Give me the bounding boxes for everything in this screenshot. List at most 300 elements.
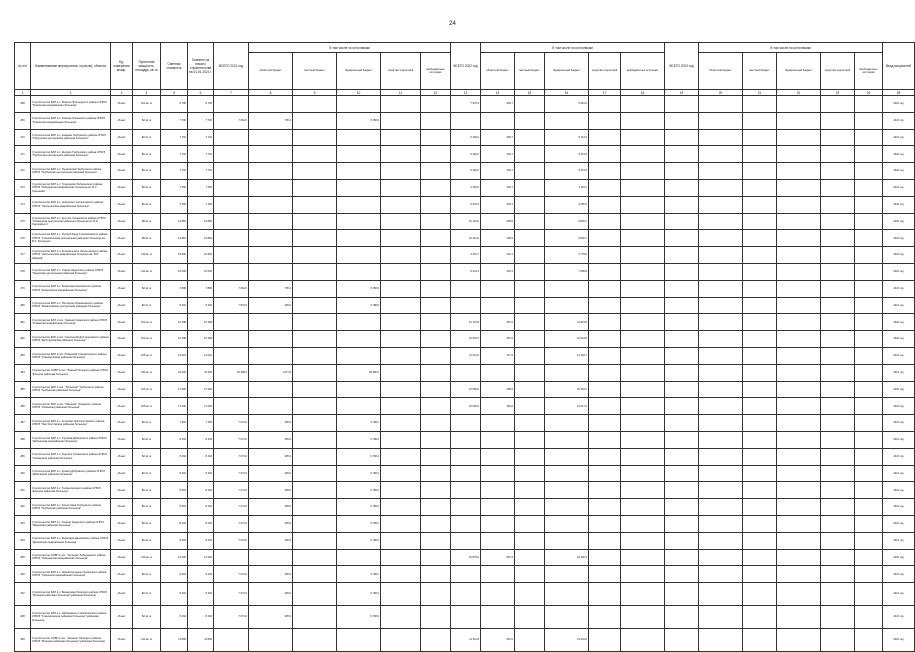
table-cell: 2021 год [883, 606, 915, 629]
table-cell [855, 247, 883, 264]
table-row [15, 314, 915, 331]
table-cell: 2021 год [883, 112, 915, 129]
table-cell: объект [111, 347, 133, 364]
table-cell: 17 900 [188, 381, 214, 398]
table-row [15, 179, 915, 196]
table-cell: 10 879,6 [451, 549, 481, 566]
column-number: 20 [699, 90, 743, 96]
table-row [15, 96, 915, 113]
table-cell [855, 465, 883, 482]
table-cell: 98 кв. м [133, 230, 161, 247]
table-cell [293, 129, 337, 146]
table-cell [589, 347, 621, 364]
table-cell: 140 кв. м [133, 629, 161, 652]
table-cell [381, 583, 421, 606]
table-cell [381, 448, 421, 465]
table-cell [621, 179, 665, 196]
table-cell: 5 460,0 [451, 163, 481, 180]
table-cell: 8 494 [161, 448, 188, 465]
table-cell: Строительство ООВП в пос. "Казинка" Липецкого района ОГБУЗ "Липецкая районная больница" (районная больница) [31, 629, 111, 652]
table-cell [381, 364, 421, 381]
table-cell: объект [111, 364, 133, 381]
table-cell [249, 146, 293, 163]
table-cell [214, 398, 249, 415]
table-cell: 11 800 [161, 629, 188, 652]
table-cell [777, 515, 821, 532]
table-cell [855, 314, 883, 331]
table-cell [515, 247, 545, 264]
table-cell: 328,9 [481, 230, 515, 247]
table-cell [777, 583, 821, 606]
table-cell: 2021 год [883, 465, 915, 482]
table-cell [421, 280, 451, 297]
table-cell [665, 415, 699, 432]
table-cell [545, 499, 589, 516]
table-cell [515, 146, 545, 163]
table-cell: 140 кв. м [133, 247, 161, 264]
col-header: Освоено на начало строительства на 01.01.2021 г. [188, 43, 214, 90]
table-cell: Строительство ФАП в с. Кирилловка Тербунского района ОГБУЗ "Тербунская районная больница" [31, 499, 111, 516]
table-cell [515, 415, 545, 432]
table-cell [699, 146, 743, 163]
table-cell [515, 364, 545, 381]
table-cell: 31 320 [161, 364, 188, 381]
table-cell: 2022 год [883, 629, 915, 652]
table-cell: 2022 год [883, 230, 915, 247]
table-cell: 8 494 [188, 566, 214, 583]
table-cell [545, 280, 589, 297]
table-cell [421, 314, 451, 331]
table-cell [821, 263, 855, 280]
table-cell [821, 129, 855, 146]
table-cell: Строительство ФАП в с. Новосёлки Чаплыгинского района ОГБУЗ "Чаплыгинская межрайонная больница" [31, 196, 111, 213]
table-cell: 275 [15, 213, 31, 230]
table-cell [621, 398, 665, 415]
table-cell [545, 112, 589, 129]
table-cell [821, 364, 855, 381]
table-cell [421, 606, 451, 629]
table-cell [589, 448, 621, 465]
table-cell [249, 549, 293, 566]
table-cell [214, 314, 249, 331]
table-cell: 16 800 [188, 247, 214, 264]
table-cell [777, 280, 821, 297]
column-number: 9 [293, 90, 337, 96]
table-cell [337, 247, 381, 264]
table-cell [777, 364, 821, 381]
table-cell [515, 566, 545, 583]
table-cell: 305,9 [249, 297, 293, 314]
table-cell: 120 кв. м [133, 331, 161, 348]
table-cell: 82 кв. м [133, 129, 161, 146]
table-cell: 346,7 [481, 146, 515, 163]
table-cell [855, 482, 883, 499]
col-header: Наименование мероприятия, отрасли), объекта [31, 43, 111, 90]
table-row [15, 112, 915, 129]
table-cell [665, 431, 699, 448]
table-cell [293, 606, 337, 629]
table-cell [743, 549, 777, 566]
table-cell [589, 398, 621, 415]
table-cell [381, 347, 421, 364]
table-cell: 422,1 [481, 247, 515, 264]
table-cell [699, 448, 743, 465]
table-cell [777, 112, 821, 129]
table-cell: 7 074,0 [214, 415, 249, 432]
table-cell [421, 381, 451, 398]
table-cell [545, 415, 589, 432]
table-cell: объект [111, 549, 133, 566]
table-cell [249, 179, 293, 196]
table-cell [821, 482, 855, 499]
group-header-2022: В том числе по источникам [481, 43, 665, 53]
table-cell: 8 795 [188, 96, 214, 113]
table-cell [293, 112, 337, 129]
table-cell [451, 566, 481, 583]
table-cell: 346,7 [481, 196, 515, 213]
table-cell [699, 566, 743, 583]
table-cell: 288 [15, 431, 31, 448]
table-cell: 4 115,3 [545, 179, 589, 196]
column-number: 2 [31, 90, 111, 96]
table-cell: 269 [15, 112, 31, 129]
table-cell [451, 583, 481, 606]
table-row [15, 431, 915, 448]
table-cell [337, 549, 381, 566]
table-cell [621, 415, 665, 432]
table-cell [855, 129, 883, 146]
table-cell [699, 549, 743, 566]
table-cell [381, 398, 421, 415]
table-cell [743, 230, 777, 247]
table-cell: 282 [15, 331, 31, 348]
table-cell: 11 800 [188, 629, 214, 652]
table-cell: объект [111, 112, 133, 129]
table-cell [214, 629, 249, 652]
table-row [15, 465, 915, 482]
table-cell [589, 213, 621, 230]
table-cell: Строительство ФАП в с. Вешаловка Липецкого района ОГБУЗ "Липецкая районная больница" (районная больница) [31, 583, 111, 606]
table-cell [515, 347, 545, 364]
table-cell [665, 629, 699, 652]
table-cell: 7 074,0 [214, 532, 249, 549]
table-cell [665, 297, 699, 314]
table-cell [515, 213, 545, 230]
table-cell [621, 96, 665, 113]
table-cell [821, 179, 855, 196]
table-cell: 82 кв. м [133, 297, 161, 314]
table-cell: 10 970,0 [451, 331, 481, 348]
table-cell: 7 062,0 [214, 112, 249, 129]
table-cell [777, 129, 821, 146]
table-cell: 11 813,6 [545, 314, 589, 331]
table-cell [249, 129, 293, 146]
table-cell [451, 431, 481, 448]
column-number: 25 [883, 90, 915, 96]
table-cell [481, 364, 515, 381]
table-cell: 296 [15, 566, 31, 583]
table-cell: объект [111, 297, 133, 314]
table-cell: 2021 год [883, 431, 915, 448]
table-cell [421, 566, 451, 583]
table-cell [293, 431, 337, 448]
table-cell: объект [111, 606, 133, 629]
table-cell: объект [111, 398, 133, 415]
table-cell: 12 881 [161, 213, 188, 230]
table-cell [665, 448, 699, 465]
table-cell [589, 297, 621, 314]
table-cell: 82 кв. м [133, 532, 161, 549]
table-cell [589, 482, 621, 499]
table-cell [777, 398, 821, 415]
table-cell [589, 583, 621, 606]
table-cell [777, 629, 821, 652]
table-cell: 283 [15, 347, 31, 364]
table-cell [589, 431, 621, 448]
table-cell: 417,9 [481, 347, 515, 364]
table-cell: 230 кв. м [133, 364, 161, 381]
table-cell: Строительство ФАП в с. Княжево Тербунского района ОГБУЗ "Тербунская центральная районная больница" [31, 129, 111, 146]
table-cell: 9 832,1 [545, 230, 589, 247]
table-cell [249, 163, 293, 180]
table-cell [381, 112, 421, 129]
table-cell [515, 482, 545, 499]
table-cell: 12 170,8 [451, 314, 481, 331]
table-cell [699, 465, 743, 482]
table-cell [699, 583, 743, 606]
table-cell [515, 230, 545, 247]
table-cell [515, 532, 545, 549]
table-cell: объект [111, 179, 133, 196]
table-cell: 8 494 [188, 465, 214, 482]
table-cell [777, 297, 821, 314]
table-cell: 7 074,0 [214, 583, 249, 606]
table-cell [337, 629, 381, 652]
table-cell: 8 494 [188, 482, 214, 499]
table-cell: 305,9 [249, 431, 293, 448]
table-cell: 8 494 [188, 431, 214, 448]
table-cell [855, 515, 883, 532]
table-cell: 2021 год [883, 415, 915, 432]
table-cell: 7 074,0 [214, 482, 249, 499]
table-cell [421, 163, 451, 180]
table-cell: 105 кв. м [133, 347, 161, 364]
table-cell: 82 кв. м [133, 146, 161, 163]
column-number: 4 [133, 90, 161, 96]
table-cell [777, 213, 821, 230]
table-cell [381, 247, 421, 264]
table-cell [699, 196, 743, 213]
table-cell: 7 074,0 [214, 431, 249, 448]
col-header: федеральный бюджет [337, 53, 381, 90]
table-cell [293, 499, 337, 516]
table-cell [481, 532, 515, 549]
table-cell [855, 398, 883, 415]
table-cell [515, 381, 545, 398]
table-cell [777, 549, 821, 566]
table-cell: 10 161,0 [451, 213, 481, 230]
table-cell [743, 96, 777, 113]
column-number: 15 [515, 90, 545, 96]
table-cell [621, 629, 665, 652]
table-cell: 98 кв. м [133, 213, 161, 230]
table-cell [515, 297, 545, 314]
table-cell [855, 331, 883, 348]
table-cell: объект [111, 331, 133, 348]
table-cell [665, 263, 699, 280]
table-cell: Строительство ФАП в с. Тюнино Задонского района ОГБУЗ "Задонская районная больница" [31, 515, 111, 532]
table-row [15, 247, 915, 264]
table-cell [515, 549, 545, 566]
table-cell [481, 482, 515, 499]
table-cell [337, 347, 381, 364]
col-header: ВСЕГО 2021 год [214, 43, 249, 90]
table-cell [589, 606, 621, 629]
table-cell [743, 331, 777, 348]
table-cell: 140 кв. м [133, 263, 161, 280]
col-header: внебюджетные источники [421, 53, 451, 90]
table-cell: 2021 год [883, 297, 915, 314]
table-cell [699, 263, 743, 280]
table-cell: Строительство ФАП в с. Мокрое Пригородного района ОГБУЗ "Грязинская межрайонная больница" [31, 96, 111, 113]
table-cell [293, 263, 337, 280]
table-cell [821, 448, 855, 465]
table-cell: 6 768,2 [337, 515, 381, 532]
table-cell: 8 494 [161, 465, 188, 482]
table-cell [515, 499, 545, 516]
table-cell [855, 532, 883, 549]
table-cell [589, 629, 621, 652]
table-cell [421, 129, 451, 146]
table-cell: 287 [15, 415, 31, 432]
table-cell: объект [111, 146, 133, 163]
table-cell: 6 768,2 [337, 606, 381, 629]
table-cell [214, 146, 249, 163]
table-cell: 276 [15, 230, 31, 247]
table-cell [855, 431, 883, 448]
table-cell [777, 347, 821, 364]
table-cell [665, 381, 699, 398]
table-cell: объект [111, 163, 133, 180]
table-cell [337, 381, 381, 398]
table-cell [515, 431, 545, 448]
table-cell [699, 499, 743, 516]
table-cell: объект [111, 129, 133, 146]
table-cell: 10 161,0 [451, 230, 481, 247]
table-cell: 290 [15, 465, 31, 482]
table-cell: 9 201,3 [451, 263, 481, 280]
column-number: 21 [743, 90, 777, 96]
table-cell: 2022 год [883, 196, 915, 213]
table-cell [743, 179, 777, 196]
table-cell [381, 179, 421, 196]
table-cell: 2022 год [883, 314, 915, 331]
table-cell: 2022 год [883, 263, 915, 280]
col-header: Ввод мощностей [883, 43, 915, 90]
table-cell: 11 223,7 [545, 347, 589, 364]
table-cell [665, 196, 699, 213]
table-cell [589, 532, 621, 549]
table-cell [421, 146, 451, 163]
table-cell [589, 112, 621, 129]
table-row [15, 331, 915, 348]
table-cell [481, 583, 515, 606]
table-cell [293, 482, 337, 499]
table-cell [855, 364, 883, 381]
table-row [15, 629, 915, 652]
table-cell [589, 146, 621, 163]
table-cell [621, 331, 665, 348]
table-cell [621, 146, 665, 163]
table-cell [777, 566, 821, 583]
table-cell [214, 247, 249, 264]
table-cell: 12 398 [188, 331, 214, 348]
table-cell [589, 465, 621, 482]
table-cell [665, 179, 699, 196]
table-cell: 7 450 [188, 415, 214, 432]
table-cell: 12 021 [161, 347, 188, 364]
table-cell [855, 96, 883, 113]
table-cell [381, 515, 421, 532]
table-cell [421, 263, 451, 280]
table-cell: 2022 год [883, 163, 915, 180]
table-cell [214, 179, 249, 196]
table-cell: 8 494 [188, 499, 214, 516]
table-cell [421, 499, 451, 516]
table-cell: 299 [15, 629, 31, 652]
table-cell: объект [111, 448, 133, 465]
table-cell [381, 381, 421, 398]
table-cell [381, 431, 421, 448]
table-cell: 9 832,1 [545, 213, 589, 230]
table-cell [777, 230, 821, 247]
table-cell [821, 532, 855, 549]
table-cell: 1 977,8 [249, 364, 293, 381]
table-cell [589, 230, 621, 247]
table-cell: 82 кв. м [133, 515, 161, 532]
table-cell [855, 230, 883, 247]
table-cell [381, 146, 421, 163]
table-cell: 82 кв. м [133, 196, 161, 213]
table-cell: 305,9 [249, 566, 293, 583]
table-cell: 16 800 [161, 247, 188, 264]
table-cell: 82 кв. м [133, 431, 161, 448]
table-cell [743, 364, 777, 381]
table-cell [293, 96, 337, 113]
table-cell [777, 179, 821, 196]
table-cell [381, 606, 421, 629]
table-cell: Строительство ФАП в п. Колыбельское Чаплыгинского района ОГБУЗ "Чаплыгинская межрайонная больница им. В.И. Зайцева" [31, 247, 111, 264]
table-cell: 295 [15, 549, 31, 566]
table-cell: 7 895 [188, 280, 214, 297]
table-cell [293, 179, 337, 196]
table-row [15, 482, 915, 499]
table-cell [293, 549, 337, 566]
table-cell: Строительство ФАП в пос. Рязанский Становлянского района ОГБУЗ "Становлянская районная больница" [31, 347, 111, 364]
table-cell: 2022 год [883, 146, 915, 163]
table-cell: Строительство ФАП в пос. "Малинки" Усманского района ОГБУЗ "Усманская районная больница" [31, 398, 111, 415]
table-cell [777, 381, 821, 398]
table-row [15, 146, 915, 163]
table-cell [381, 280, 421, 297]
table-row [15, 263, 915, 280]
table-cell [699, 364, 743, 381]
table-cell [743, 381, 777, 398]
column-number: 19 [665, 90, 699, 96]
table-cell [821, 280, 855, 297]
table-cell [821, 230, 855, 247]
table-cell [421, 431, 451, 448]
